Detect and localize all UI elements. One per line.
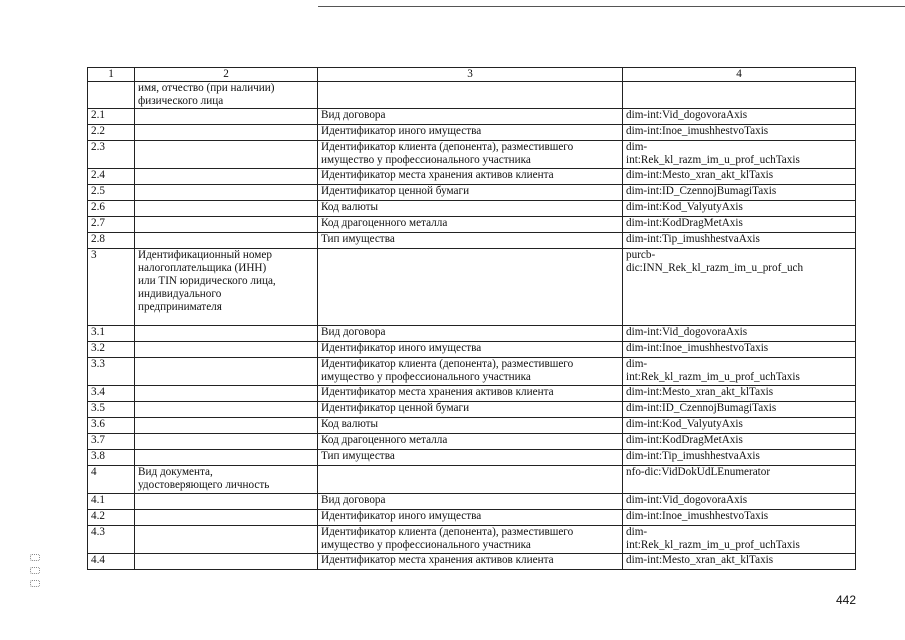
dimension-name-cell: Код драгоценного металла <box>318 434 623 450</box>
description-cell <box>135 109 318 125</box>
table-row <box>88 201 856 217</box>
row-number-cell: 3.3 <box>88 358 135 386</box>
row-number-cell: 4 <box>88 466 135 494</box>
code-cell: dim- int:Rek_kl_razm_im_u_prof_uchTaxis <box>623 526 856 554</box>
row-number-cell: 4.4 <box>88 554 135 570</box>
top-rule <box>318 6 905 7</box>
description-cell <box>135 185 318 201</box>
description-cell <box>135 233 318 249</box>
table-row <box>88 217 856 233</box>
description-cell <box>135 125 318 141</box>
row-number-cell: 2.8 <box>88 233 135 249</box>
description-cell <box>135 326 318 342</box>
description-cell <box>135 217 318 233</box>
code-cell: dim-int:Vid_dogovoraAxis <box>623 494 856 510</box>
table-row <box>88 342 856 358</box>
description-cell <box>135 434 318 450</box>
description-cell: Вид документа, удостоверяющего личность <box>135 466 318 494</box>
table-row <box>88 125 856 141</box>
code-cell: nfo-dic:VidDokUdLEnumerator <box>623 466 856 494</box>
header-cell-3: 3 <box>318 68 623 82</box>
description-cell: Идентификационный номер налогоплательщика (ИНН) или TIN юридического лица, индивидуального предпринимателя <box>135 249 318 326</box>
dimension-name-cell: Идентификатор места хранения активов клиента <box>318 554 623 570</box>
margin-mark <box>30 554 40 561</box>
table-row <box>88 249 856 326</box>
table-row <box>88 109 856 125</box>
header-cell-2: 2 <box>135 68 318 82</box>
code-cell: dim-int:Inoe_imushhestvoTaxis <box>623 125 856 141</box>
table-row <box>88 434 856 450</box>
dimension-name-cell: Вид договора <box>318 109 623 125</box>
row-number-cell: 3 <box>88 249 135 326</box>
row-number-cell: 3.7 <box>88 434 135 450</box>
code-cell: dim-int:Mesto_xran_akt_klTaxis <box>623 169 856 185</box>
description-cell <box>135 141 318 169</box>
dimension-name-cell: Вид договора <box>318 494 623 510</box>
margin-mark <box>30 567 40 574</box>
table-row <box>88 386 856 402</box>
code-cell: dim-int:Vid_dogovoraAxis <box>623 109 856 125</box>
code-cell: dim-int:ID_CzennojBumagiTaxis <box>623 402 856 418</box>
header-cell-4: 4 <box>623 68 856 82</box>
dimension-name-cell: Идентификатор места хранения активов клиента <box>318 386 623 402</box>
dimension-name-cell: Тип имущества <box>318 233 623 249</box>
description-cell <box>135 526 318 554</box>
table-row <box>88 141 856 169</box>
table-row <box>88 494 856 510</box>
table-row <box>88 326 856 342</box>
table-row <box>88 233 856 249</box>
description-cell <box>135 402 318 418</box>
description-cell <box>135 342 318 358</box>
row-number-cell: 2.5 <box>88 185 135 201</box>
row-number-cell: 4.1 <box>88 494 135 510</box>
code-cell: dim-int:Tip_imushhestvaAxis <box>623 233 856 249</box>
dimension-name-cell: Код валюты <box>318 418 623 434</box>
dimension-name-cell: Идентификатор иного имущества <box>318 125 623 141</box>
dimension-name-cell: Тип имущества <box>318 450 623 466</box>
row-number-cell: 2.6 <box>88 201 135 217</box>
code-cell: dim-int:KodDragMetAxis <box>623 217 856 233</box>
dimension-name-cell: Идентификатор ценной бумаги <box>318 185 623 201</box>
table-row <box>88 450 856 466</box>
row-number-cell: 2.7 <box>88 217 135 233</box>
table-row <box>88 526 856 554</box>
code-cell: purcb- dic:INN_Rek_kl_razm_im_u_prof_uch <box>623 249 856 326</box>
dimension-name-cell: Идентификатор иного имущества <box>318 342 623 358</box>
code-cell: dim-int:Mesto_xran_akt_klTaxis <box>623 386 856 402</box>
dimension-name-cell <box>318 466 623 494</box>
description-cell <box>135 494 318 510</box>
description-cell <box>135 418 318 434</box>
dimension-name-cell <box>318 82 623 109</box>
header-row <box>88 68 856 82</box>
code-cell: dim-int:Mesto_xran_akt_klTaxis <box>623 554 856 570</box>
dimension-name-cell: Идентификатор места хранения активов клиента <box>318 169 623 185</box>
row-number-cell <box>88 82 135 109</box>
dimension-name-cell: Идентификатор клиента (депонента), разместившего имущество у профессионального участника <box>318 141 623 169</box>
code-cell: dim-int:Inoe_imushhestvoTaxis <box>623 342 856 358</box>
row-number-cell: 3.1 <box>88 326 135 342</box>
table-row <box>88 169 856 185</box>
dimension-name-cell: Идентификатор иного имущества <box>318 510 623 526</box>
page-number: 442 <box>836 593 857 607</box>
table-row <box>88 402 856 418</box>
dimension-name-cell: Идентификатор ценной бумаги <box>318 402 623 418</box>
row-number-cell: 3.8 <box>88 450 135 466</box>
code-cell <box>623 82 856 109</box>
header-cell-1: 1 <box>88 68 135 82</box>
document-table <box>87 67 856 570</box>
dimension-name-cell: Вид договора <box>318 326 623 342</box>
table-row <box>88 185 856 201</box>
row-number-cell: 4.3 <box>88 526 135 554</box>
margin-marks <box>30 554 44 590</box>
dimension-name-cell: Идентификатор клиента (депонента), разместившего имущество у профессионального участника <box>318 358 623 386</box>
code-cell: dim-int:ID_CzennojBumagiTaxis <box>623 185 856 201</box>
code-cell: dim-int:KodDragMetAxis <box>623 434 856 450</box>
description-cell <box>135 510 318 526</box>
row-number-cell: 2.2 <box>88 125 135 141</box>
row-number-cell: 2.4 <box>88 169 135 185</box>
table-row <box>88 358 856 386</box>
dimension-name-cell: Идентификатор клиента (депонента), разместившего имущество у профессионального участника <box>318 526 623 554</box>
description-cell: имя, отчество (при наличии) физического лица <box>135 82 318 109</box>
code-cell: dim-int:Kod_ValyutyAxis <box>623 201 856 217</box>
description-cell <box>135 201 318 217</box>
description-cell <box>135 450 318 466</box>
dimension-name-cell: Код валюты <box>318 201 623 217</box>
row-number-cell: 3.5 <box>88 402 135 418</box>
code-cell: dim-int:Vid_dogovoraAxis <box>623 326 856 342</box>
row-number-cell: 4.2 <box>88 510 135 526</box>
row-number-cell: 3.6 <box>88 418 135 434</box>
margin-mark <box>30 580 40 587</box>
table-row <box>88 82 856 109</box>
code-cell: dim-int:Kod_ValyutyAxis <box>623 418 856 434</box>
table-row <box>88 554 856 570</box>
dimension-name-cell: Код драгоценного металла <box>318 217 623 233</box>
row-number-cell: 2.3 <box>88 141 135 169</box>
description-cell <box>135 386 318 402</box>
code-cell: dim-int:Tip_imushhestvaAxis <box>623 450 856 466</box>
description-cell <box>135 169 318 185</box>
code-cell: dim- int:Rek_kl_razm_im_u_prof_uchTaxis <box>623 358 856 386</box>
code-cell: dim- int:Rek_kl_razm_im_u_prof_uchTaxis <box>623 141 856 169</box>
code-cell: dim-int:Inoe_imushhestvoTaxis <box>623 510 856 526</box>
row-number-cell: 3.2 <box>88 342 135 358</box>
dimension-name-cell <box>318 249 623 326</box>
table-row <box>88 510 856 526</box>
description-cell <box>135 554 318 570</box>
row-number-cell: 2.1 <box>88 109 135 125</box>
table-row <box>88 418 856 434</box>
description-cell <box>135 358 318 386</box>
row-number-cell: 3.4 <box>88 386 135 402</box>
table-row <box>88 466 856 494</box>
